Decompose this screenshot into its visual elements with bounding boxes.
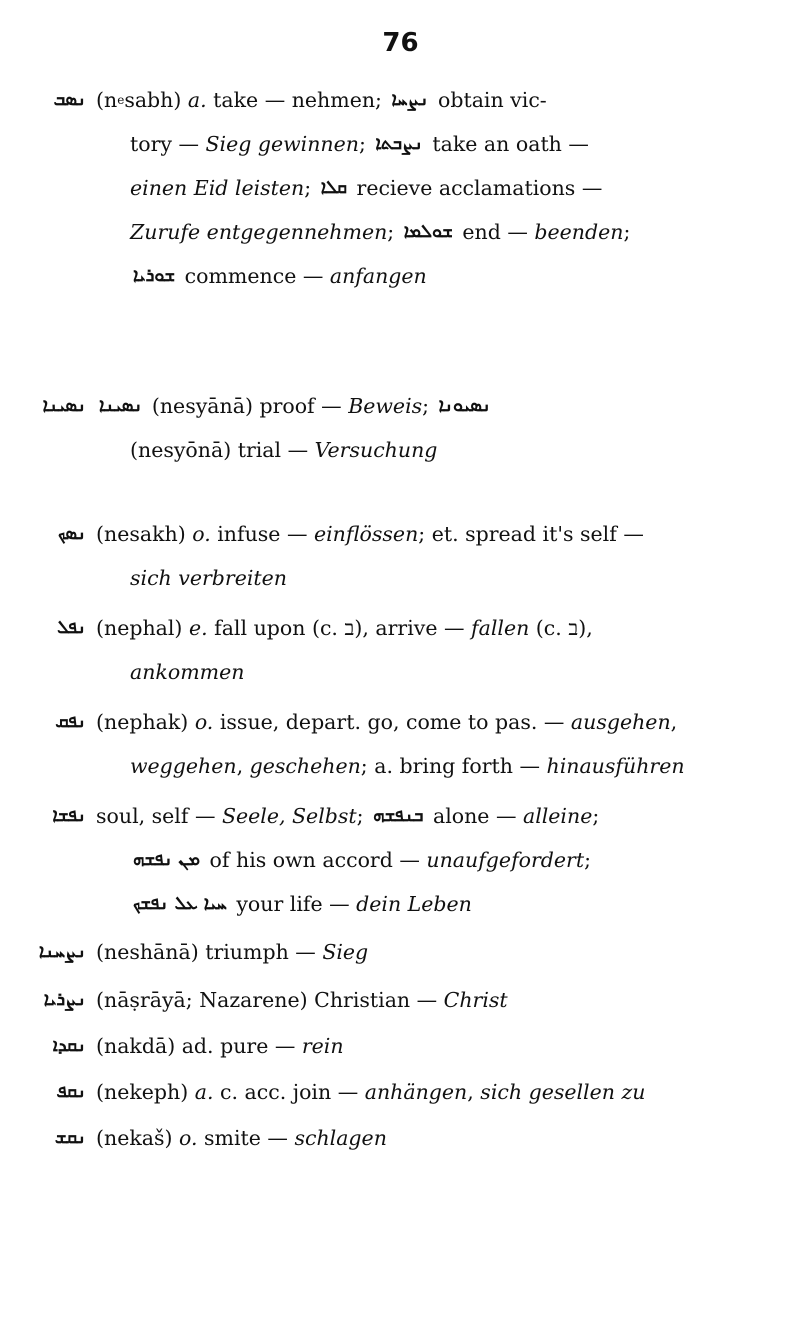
syriac-headword: ܢܦܠ: [57, 617, 86, 638]
text-segment: sich verbreiten: [130, 566, 287, 590]
text-segment: smite —: [197, 1126, 295, 1150]
text-segment: ;: [592, 804, 600, 828]
dictionary-entry: [32, 86, 787, 290]
text-segment: einflössen: [313, 522, 419, 546]
syriac-word: ܚܝܐ: [203, 893, 227, 914]
text-segment: Sieg: [322, 940, 369, 964]
text-segment: ; et. spread it's self —: [418, 522, 644, 546]
text-segment: ;: [387, 220, 401, 244]
text-segment: ;: [356, 804, 371, 828]
text-segment: (nesakh): [96, 522, 193, 546]
text-segment: schlagen: [294, 1126, 387, 1150]
entry-line: [32, 752, 787, 780]
text-segment: end —: [455, 220, 535, 244]
entry-line: [32, 436, 787, 464]
syriac-headword: ܢܩܕܐ: [52, 1035, 86, 1056]
syriac-word: ܩܠܐ: [320, 177, 347, 198]
text-segment: (nesyānā) proof —: [145, 394, 349, 418]
text-segment: (neshānā) triumph —: [96, 940, 323, 964]
entry-line: [32, 174, 787, 202]
dictionary-entry: [32, 938, 787, 966]
text-segment: einen Eid leisten: [130, 176, 305, 200]
text-segment: (nesyōnā) trial —: [130, 438, 315, 462]
text-segment: a.: [194, 1080, 214, 1104]
text-segment: ;: [422, 394, 436, 418]
text-segment: commence —: [178, 264, 330, 288]
entry-line: [32, 262, 787, 290]
syriac-word: ܢܨܚܐ: [391, 89, 429, 110]
text-segment: your life —: [229, 892, 357, 916]
text-segment: ,: [467, 1080, 481, 1104]
syriac-word: ܢܣܝܘܢܐ: [438, 395, 491, 416]
text-segment: Christ: [443, 988, 508, 1012]
syriac-word: ܢܦܫܗ: [133, 849, 173, 870]
text-segment: of his own accord —: [203, 848, 427, 872]
syriac-word: ܫܘܠܡܐ: [403, 221, 453, 242]
page-number: 76: [382, 28, 419, 58]
text-segment: take an oath —: [425, 132, 589, 156]
syriac-word: ܫܘܪܝܐ: [133, 265, 176, 286]
text-segment: ,: [670, 710, 678, 734]
text-segment: (nakdā) ad. pure —: [96, 1034, 302, 1058]
entry-line: [32, 614, 787, 642]
text-segment: (n: [96, 88, 118, 112]
syriac-word: ܢܨܒܬܐ: [375, 133, 423, 154]
entry-line: [32, 1078, 787, 1106]
text-segment: alone —: [426, 804, 523, 828]
text-segment: issue, depart. go, come to pas. —: [213, 710, 571, 734]
dictionary-entry: [32, 708, 787, 780]
dictionary-entry: [32, 1078, 787, 1106]
syriac-headword: ܢܩܦ: [56, 1081, 86, 1102]
text-segment: anfangen: [329, 264, 427, 288]
entry-line: [32, 938, 787, 966]
text-segment: ; a. bring forth —: [360, 754, 547, 778]
dictionary-entry: [32, 520, 787, 592]
text-segment: infuse —: [210, 522, 314, 546]
entry-line: [32, 658, 787, 686]
text-segment: o.: [194, 710, 214, 734]
syriac-headword: ܢܨܚܢܐ: [38, 941, 86, 962]
syriac-headword: ܢܨܪܝܐ: [43, 989, 86, 1010]
syriac-word: ܡܢ: [178, 849, 201, 870]
text-segment: obtain vic-: [431, 88, 547, 112]
text-segment: o.: [179, 1126, 198, 1150]
text-segment: (nephal): [96, 616, 189, 640]
dictionary-entry: [32, 392, 787, 464]
text-segment: take — nehmen;: [206, 88, 389, 112]
entry-line: [32, 802, 787, 830]
text-segment: ;: [623, 220, 631, 244]
text-segment: rein: [301, 1034, 344, 1058]
entry-line: [32, 846, 787, 874]
syriac-headword: ܢܦܩ: [55, 711, 86, 732]
text-segment: (nekeph): [96, 1080, 195, 1104]
text-segment: o.: [192, 522, 211, 546]
text-segment: (c. ב),: [529, 616, 593, 640]
text-segment: sabh): [124, 88, 188, 112]
text-segment: alleine: [522, 804, 593, 828]
text-segment: fall upon (c. ב), arrive —: [207, 616, 472, 640]
text-segment: e: [117, 93, 125, 107]
dictionary-entry: [32, 986, 787, 1014]
entry-line: [32, 708, 787, 736]
text-segment: dein Leben: [356, 892, 472, 916]
syriac-headword: ܢܣܟ: [58, 523, 86, 544]
entry-line: [32, 564, 787, 592]
text-segment: recieve acclamations —: [350, 176, 603, 200]
entry-line: [32, 218, 787, 246]
text-segment: geschehen: [249, 754, 361, 778]
entry-line: [32, 890, 787, 918]
text-segment: (nāṣrāyā; Nazarene) Christian —: [96, 988, 444, 1012]
text-segment: beenden: [534, 220, 624, 244]
dictionary-entry: [32, 614, 787, 686]
syriac-word: ܢܣܝܢܐ: [99, 395, 143, 416]
entry-line: [32, 986, 787, 1014]
text-segment: (nekaš): [96, 1126, 180, 1150]
text-segment: c. acc. join —: [213, 1080, 365, 1104]
text-segment: ;: [584, 848, 592, 872]
text-segment: Zurufe entgegennehmen: [130, 220, 388, 244]
text-segment: ,: [236, 754, 250, 778]
text-segment: unaufgefordert: [426, 848, 585, 872]
text-segment: ausgehen: [570, 710, 671, 734]
text-segment: sich gesellen zu: [480, 1080, 646, 1104]
text-segment: hinausführen: [546, 754, 685, 778]
dictionary-entry: [32, 802, 787, 918]
entry-line: [32, 520, 787, 548]
entry-line: [32, 1124, 787, 1152]
text-segment: tory —: [130, 132, 206, 156]
dictionary-entry: [32, 1032, 787, 1060]
entry-line: [32, 1032, 787, 1060]
text-segment: (nephak): [96, 710, 195, 734]
text-segment: Versuchung: [314, 438, 438, 462]
entry-line: [32, 130, 787, 158]
text-segment: ankommen: [130, 660, 245, 684]
text-segment: anhängen: [364, 1080, 468, 1104]
syriac-headword: ܢܣܒ: [53, 89, 86, 110]
text-segment: ;: [304, 176, 318, 200]
text-segment: Seele, Selbst: [221, 804, 357, 828]
entry-line: [32, 392, 787, 420]
text-segment: weggehen: [130, 754, 237, 778]
text-segment: e.: [188, 616, 208, 640]
text-segment: soul, self —: [96, 804, 222, 828]
text-segment: ;: [358, 132, 373, 156]
text-segment: a.: [187, 88, 207, 112]
dictionary-entry: [32, 1124, 787, 1152]
text-segment: Sieg gewinnen: [205, 132, 359, 156]
text-segment: Beweis: [348, 394, 423, 418]
entry-line: [32, 86, 787, 114]
syriac-headword: ܢܦܫܐ: [52, 805, 86, 826]
syriac-headword: ܢܣܝܢܐ: [42, 395, 86, 416]
syriac-word: ܒܢܦܫܗ: [373, 805, 424, 826]
syriac-word: ܥܠ ܢܦܫܟ: [133, 893, 198, 914]
syriac-headword: ܢܩܫ: [54, 1127, 86, 1148]
text-segment: fallen: [471, 616, 530, 640]
